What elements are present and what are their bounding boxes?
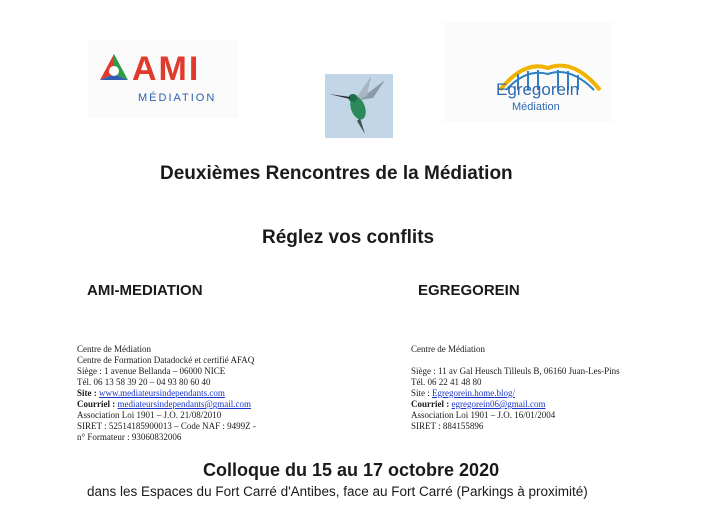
egregorein-logo xyxy=(444,22,612,122)
left-org-details xyxy=(77,344,256,443)
left-line: Siège : 1 avenue Bellanda – 06000 NICE xyxy=(77,366,226,376)
egregorein-logo-sub: Médiation xyxy=(512,101,560,113)
event-title: Colloque du 15 au 17 octobre 2020 xyxy=(203,460,500,480)
left-line: Centre de Médiation xyxy=(77,344,151,354)
right-site-link[interactable]: Egregorein.home.blog/ xyxy=(432,388,515,398)
left-org-name: AMI-MEDIATION xyxy=(87,282,203,299)
ami-triangle-icon xyxy=(98,52,130,86)
event-location: dans les Espaces du Fort Carré d'Antibes, face au Fort Carré (Parkings à proximité) xyxy=(87,484,588,499)
left-mail-label: Courriel : xyxy=(77,399,118,409)
left-site-link[interactable]: www.mediateursindependants.com xyxy=(99,388,225,398)
left-line: Tél. 06 13 58 39 20 – 04 93 80 60 40 xyxy=(77,377,211,387)
page-subtitle: Réglez vos conflits xyxy=(262,227,435,248)
right-line: Association Loi 1901 – J.O. 16/01/2004 xyxy=(411,410,556,420)
right-mail-link[interactable]: egregorein06@gmail.com xyxy=(451,399,546,409)
ami-logo-sub: MÉDIATION xyxy=(138,92,217,104)
left-mail-line xyxy=(77,399,256,410)
left-mail-link[interactable]: mediateursindependants@gmail.com xyxy=(117,399,252,409)
right-org-details xyxy=(411,344,620,432)
right-site-line xyxy=(411,388,620,399)
left-site-label: Site : xyxy=(77,388,99,398)
hummingbird-image xyxy=(325,74,393,138)
ami-logo-word: AMI xyxy=(132,50,201,88)
right-org-name: EGREGOREIN xyxy=(418,282,520,299)
page-title: Deuxièmes Rencontres de la Médiation xyxy=(160,163,513,184)
left-line: n° Formateur : 93060832006 xyxy=(77,432,182,442)
right-site-label: Site : xyxy=(411,388,433,398)
right-line: Tél. 06 22 41 48 80 xyxy=(411,377,482,387)
left-line: Association Loi 1901 – J.O. 21/08/2010 xyxy=(77,410,222,420)
left-site-line xyxy=(77,388,256,399)
left-line: Centre de Formation Datadocké et certifié AFAQ xyxy=(77,355,255,365)
right-mail-label: Courriel : xyxy=(411,399,452,409)
right-line: SIRET : 884155896 xyxy=(411,421,484,431)
right-line: Siège : 11 av Gal Heusch Tilleuls B, 06160 Juan-Les-Pins xyxy=(411,366,620,376)
ami-logo xyxy=(88,40,238,118)
left-line: SIRET : 52514185900013 – Code NAF : 9499Z - xyxy=(77,421,256,431)
egregorein-logo-word: Egregorein xyxy=(496,80,580,99)
right-line: Centre de Médiation xyxy=(411,344,485,354)
right-mail-line xyxy=(411,399,620,410)
